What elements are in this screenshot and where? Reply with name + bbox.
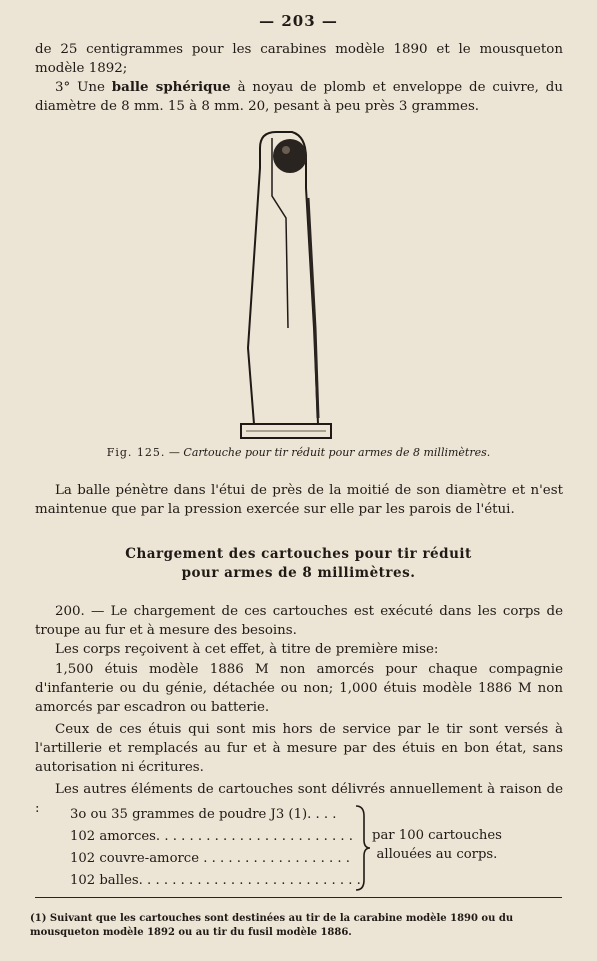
section-heading-line1: Chargement des cartouches pour tir réduit bbox=[125, 546, 472, 562]
list-item: 3o ou 35 grammes de poudre J3 (1). . . . bbox=[70, 807, 337, 822]
elements-list bbox=[70, 804, 530, 892]
paragraph-continuation: de 25 centigrammes pour les carabines modèle 1890 et le mousqueton modèle 1892; bbox=[35, 42, 563, 76]
allocation-line: par 100 cartouches bbox=[372, 828, 502, 843]
paragraph-200: 200. — Le chargement de ces cartouches est exécuté dans les corps de troupe au fur et à mesure des besoins. bbox=[35, 604, 563, 638]
figure-caption-text: — Cartouche pour tir réduit pour armes de 8 millimètres. bbox=[165, 446, 491, 459]
cartridge-illustration bbox=[236, 128, 336, 442]
figure-label: Fig. 125. bbox=[106, 446, 166, 459]
paragraph-spherical-ball bbox=[35, 78, 563, 116]
item-number: 3° Une bbox=[55, 80, 112, 95]
paragraph-annual-elements: Les autres éléments de cartouches sont délivrés annuellement à raison de : bbox=[35, 782, 563, 816]
footnote: (1) Suivant que les cartouches sont destinées au tir de la carabine modèle 1890 ou du mousqueton modèle 1892 ou au tir du fusil modèle 1886. bbox=[30, 913, 514, 938]
paragraph-text: à noyau de plomb et enveloppe de cuivre, du diamètre de 8 mm. 15 à 8 mm. 20, pesant à peu près 3 grammes. bbox=[35, 80, 563, 114]
allocation-note bbox=[372, 826, 502, 864]
brace-icon bbox=[352, 804, 372, 892]
section-heading-line2: pour armes de 8 millimètres. bbox=[181, 565, 416, 581]
page-number: — 203 — bbox=[259, 12, 338, 30]
allocation-line: allouées au corps. bbox=[376, 847, 498, 862]
figure-caption bbox=[0, 446, 597, 459]
list-item: 102 amorces. . . . . . . . . . . . . . . . . . . . . . . . bbox=[70, 829, 353, 844]
list-item: 102 couvre-amorce . . . . . . . . . . . . . . . . . . bbox=[70, 851, 350, 866]
paragraph-replacement: Ceux de ces étuis qui sont mis hors de service par le tir sont versés à l'artillerie et remplacés au fur et à mesure par des étuis en bon état, sans autorisation ni écritures. bbox=[35, 722, 563, 775]
bold-term: balle sphérique bbox=[111, 79, 231, 95]
footnote-divider bbox=[35, 897, 562, 898]
list-item: 102 balles. . . . . . . . . . . . . . . . . . . . . . . . . . . bbox=[70, 873, 361, 888]
paragraph-cases-allocation: 1,500 étuis modèle 1886 M non amorcés pour chaque compagnie d'infanterie ou du génie, détachée ou non; 1,000 étuis modèle 1886 M non amorcés par escadron ou batterie. bbox=[35, 662, 563, 715]
paragraph-first-issue: Les corps reçoivent à cet effet, à titre de première mise: bbox=[55, 642, 439, 657]
paragraph-ball-position: La balle pénètre dans l'étui de près de la moitié de son diamètre et n'est maintenue que par la pression exercée sur elle par les parois de l'étui. bbox=[35, 483, 563, 517]
